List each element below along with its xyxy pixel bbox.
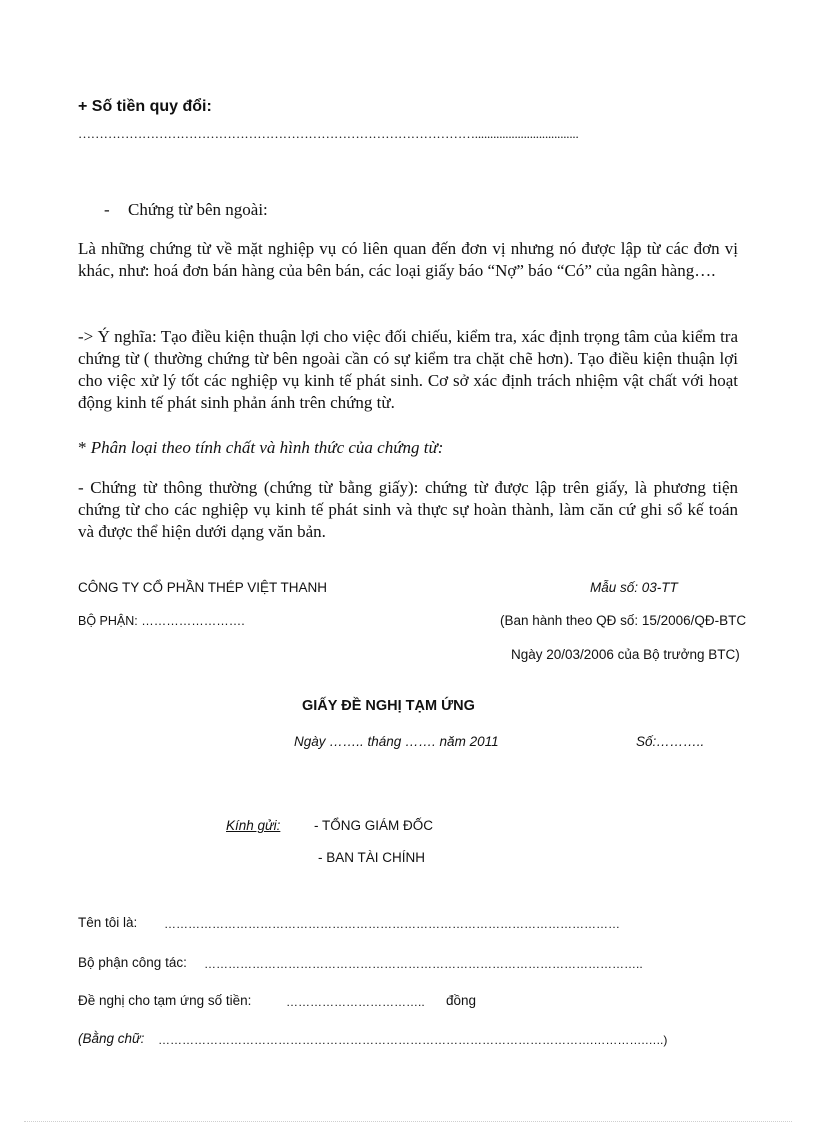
form-title: GIẤY ĐỀ NGHỊ TẠM ỨNG xyxy=(302,698,475,714)
external-vouchers-meaning: -> Ý nghĩa: Tạo điều kiện thuận lợi cho việc đối chiếu, kiểm tra, xác định trọng tâm của kiểm tra chứng từ ( thường chứng từ bên ngoài cần có sự kiểm tra chặt chẽ hơn). Tạo điều kiện thuận lợi cho việc xử lý tốt các nghiệp vụ kinh tế phát sinh. Cơ sở xác định trách nhiệm vật chất với hoạt động kinh tế phát sinh phản ánh trên chứng từ. xyxy=(78,327,738,412)
company-name: CÔNG TY CỔ PHẦN THÉP VIỆT THANH xyxy=(78,580,328,595)
work-dept-dots: ……………………………………………………………………………………………….. xyxy=(204,957,643,971)
addressee-finance: - BAN TÀI CHÍNH xyxy=(318,850,426,865)
work-dept-label: Bộ phận công tác: xyxy=(78,955,187,970)
amount-label: + Số tiền quy đổi: xyxy=(78,98,212,115)
external-vouchers-heading: Chứng từ bên ngoài: xyxy=(128,200,268,219)
form-number: Mẫu số: 03-TT xyxy=(590,580,678,595)
words-dots: ……………………………………………………………………………………………….………….…..) xyxy=(158,1033,668,1047)
addressee-ceo: - TỔNG GIÁM ĐỐC xyxy=(314,818,434,833)
issued-date: Ngày 20/03/2006 của Bộ trưởng BTC) xyxy=(511,647,740,662)
amount-dots: ………………………………………………………………………………….................................. xyxy=(78,126,579,141)
name-label: Tên tôi là: xyxy=(78,915,138,930)
bullet-dash: - xyxy=(104,200,110,219)
page-edge-divider xyxy=(24,1121,792,1122)
external-vouchers-definition: Là những chứng từ về mặt nghiệp vụ có liên quan đến đơn vị nhưng nó được lập từ các đơn vị khác, như: hoá đơn bán hàng của bên bán, các loại giấy báo “Nợ” báo “Có” của ngân hàng…. xyxy=(78,239,738,280)
department-field: BỘ PHẬN: ……………………. xyxy=(78,614,245,628)
number-line: Số:……….. xyxy=(636,734,705,749)
issued-by: (Ban hành theo QĐ số: 15/2006/QĐ-BTC xyxy=(500,613,747,628)
advance-dots: …………………………….. xyxy=(286,995,425,1009)
advance-label: Đề nghị cho tạm ứng số tiền: xyxy=(78,993,252,1008)
date-line: Ngày …….. tháng ……. năm 2011 xyxy=(294,734,499,749)
star-marker: * xyxy=(78,438,87,457)
classification-heading-row xyxy=(78,438,443,458)
advance-unit: đồng xyxy=(446,993,477,1008)
words-label: (Bằng chữ: xyxy=(78,1031,145,1046)
classification-heading: Phân loại theo tính chất và hình thức của chứng từ: xyxy=(90,438,444,457)
paper-vouchers-paragraph: - Chứng từ thông thường (chứng từ bằng giấy): chứng từ được lập trên giấy, là phương tiện chứng từ cho các nghiệp vụ kinh tế phát sinh và thực sự hoàn thành, làm căn cứ ghi sổ kế toán và được thể hiện dưới dạng văn bản. xyxy=(78,478,738,541)
addressee-label: Kính gửi: xyxy=(226,818,281,833)
name-dots: …………………………………………………………………………………………………… xyxy=(164,917,620,931)
